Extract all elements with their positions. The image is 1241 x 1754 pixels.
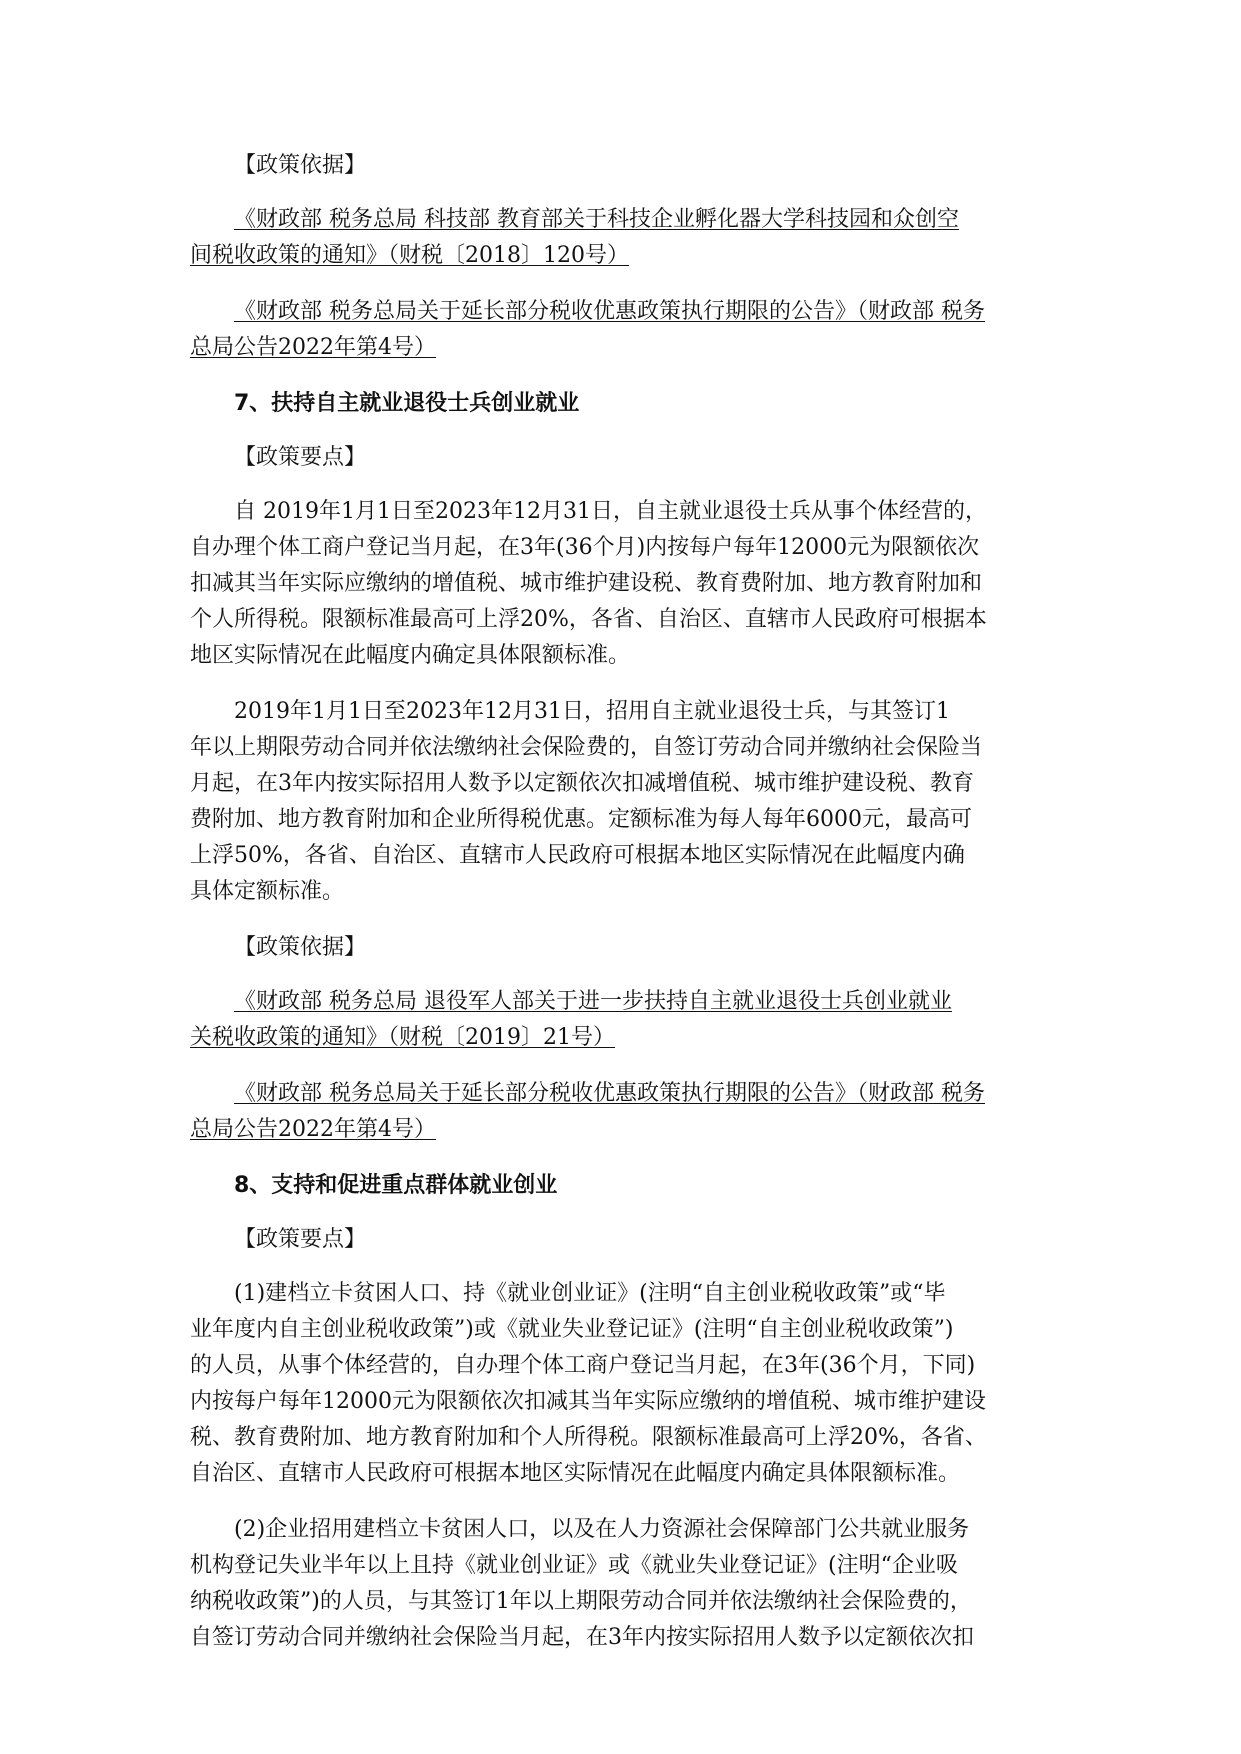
text-line: 《财政部 税务总局关于延长部分税收优惠政策执行期限的公告》（财政部 税务 — [234, 1081, 985, 1106]
text-line: 个人所得税。限额标准最高可上浮20%，各省、自治区、直辖市人民政府可根据本 — [190, 607, 987, 632]
section-title: 7、扶持自主就业退役士兵创业就业 — [234, 391, 580, 416]
text-line: 自治区、直辖市人民政府可根据本地区实际情况在此幅度内确定具体限额标准。 — [190, 1461, 961, 1486]
text-line: (1)建档立卡贫困人口、持《就业创业证》(注明“自主创业税收政策”或“毕 — [234, 1281, 946, 1306]
text-line: 扣减其当年实际应缴纳的增值税、城市维护建设税、教育费附加、地方教育附加和 — [190, 571, 983, 596]
reference-document — [190, 984, 1060, 1056]
text-line: 纳税收政策”)的人员，与其签订1年以上期限劳动合同并依法缴纳社会保险费的， — [190, 1589, 972, 1614]
body-paragraph — [190, 1276, 1060, 1492]
text-line: 《财政部 税务总局 退役军人部关于进一步扶持自主就业退役士兵创业就业 — [234, 989, 952, 1014]
policy-points-label: 【政策要点】 — [234, 1227, 367, 1252]
text-line: 上浮50%，各省、自治区、直辖市人民政府可根据本地区实际情况在此幅度内确 — [190, 843, 965, 868]
text-line: 业年度内自主创业税收政策”)或《就业失业登记证》(注明“自主创业税收政策”) — [190, 1317, 954, 1342]
text-line: (2)企业招用建档立卡贫困人口，以及在人力资源社会保障部门公共就业服务 — [234, 1517, 970, 1542]
text-line: 《财政部 税务总局 科技部 教育部关于科技企业孵化器大学科技园和众创空 — [234, 207, 959, 232]
text-line: 地区实际情况在此幅度内确定具体限额标准。 — [190, 643, 631, 668]
text-line: 自 2019年1月1日至2023年12月31日，自主就业退役士兵从事个体经营的， — [234, 499, 987, 524]
text-line: 《财政部 税务总局关于延长部分税收优惠政策执行期限的公告》（财政部 税务 — [234, 299, 985, 324]
body-paragraph — [190, 1512, 1060, 1656]
text-line: 2019年1月1日至2023年12月31日，招用自主就业退役士兵，与其签订1 — [234, 699, 950, 724]
text-line: 内按每户每年12000元为限额依次扣减其当年实际应缴纳的增值税、城市维护建设 — [190, 1389, 986, 1414]
policy-basis-label: 【政策依据】 — [234, 935, 367, 960]
text-line: 机构登记失业半年以上且持《就业创业证》或《就业失业登记证》(注明“企业吸 — [190, 1553, 958, 1578]
text-line: 总局公告2022年第4号） — [190, 335, 436, 360]
text-line: 总局公告2022年第4号） — [190, 1117, 436, 1142]
section-title: 8、支持和促进重点群体就业创业 — [234, 1173, 558, 1198]
text-line: 的人员，从事个体经营的，自办理个体工商户登记当月起，在3年(36个月，下同) — [190, 1353, 976, 1378]
text-line: 税、教育费附加、地方教育附加和个人所得税。限额标准最高可上浮20%，各省、 — [190, 1425, 987, 1450]
text-line: 具体定额标准。 — [190, 879, 345, 904]
text-line: 年以上期限劳动合同并依法缴纳社会保险费的，自签订劳动合同并缴纳社会保险当 — [190, 735, 983, 760]
text-line: 费附加、地方教育附加和企业所得税优惠。定额标准为每人每年6000元，最高可 — [190, 807, 972, 832]
text-line: 月起，在3年内按实际招用人数予以定额依次扣减增值税、城市维护建设税、教育 — [190, 771, 974, 796]
reference-document — [190, 202, 1060, 274]
text-line: 关税收政策的通知》（财税〔2019〕21号） — [190, 1025, 615, 1050]
policy-basis-label: 【政策依据】 — [234, 153, 367, 178]
reference-document — [190, 1076, 1060, 1148]
body-paragraph — [190, 494, 1060, 674]
document-content — [190, 148, 1060, 1676]
text-line: 自签订劳动合同并缴纳社会保险当月起，在3年内按实际招用人数予以定额依次扣 — [190, 1625, 974, 1650]
body-paragraph — [190, 694, 1060, 910]
text-line: 自办理个体工商户登记当月起，在3年(36个月)内按每户每年12000元为限额依次 — [190, 535, 980, 560]
policy-points-label: 【政策要点】 — [234, 445, 367, 470]
reference-document — [190, 294, 1060, 366]
text-line: 间税收政策的通知》（财税〔2018〕120号） — [190, 243, 629, 268]
